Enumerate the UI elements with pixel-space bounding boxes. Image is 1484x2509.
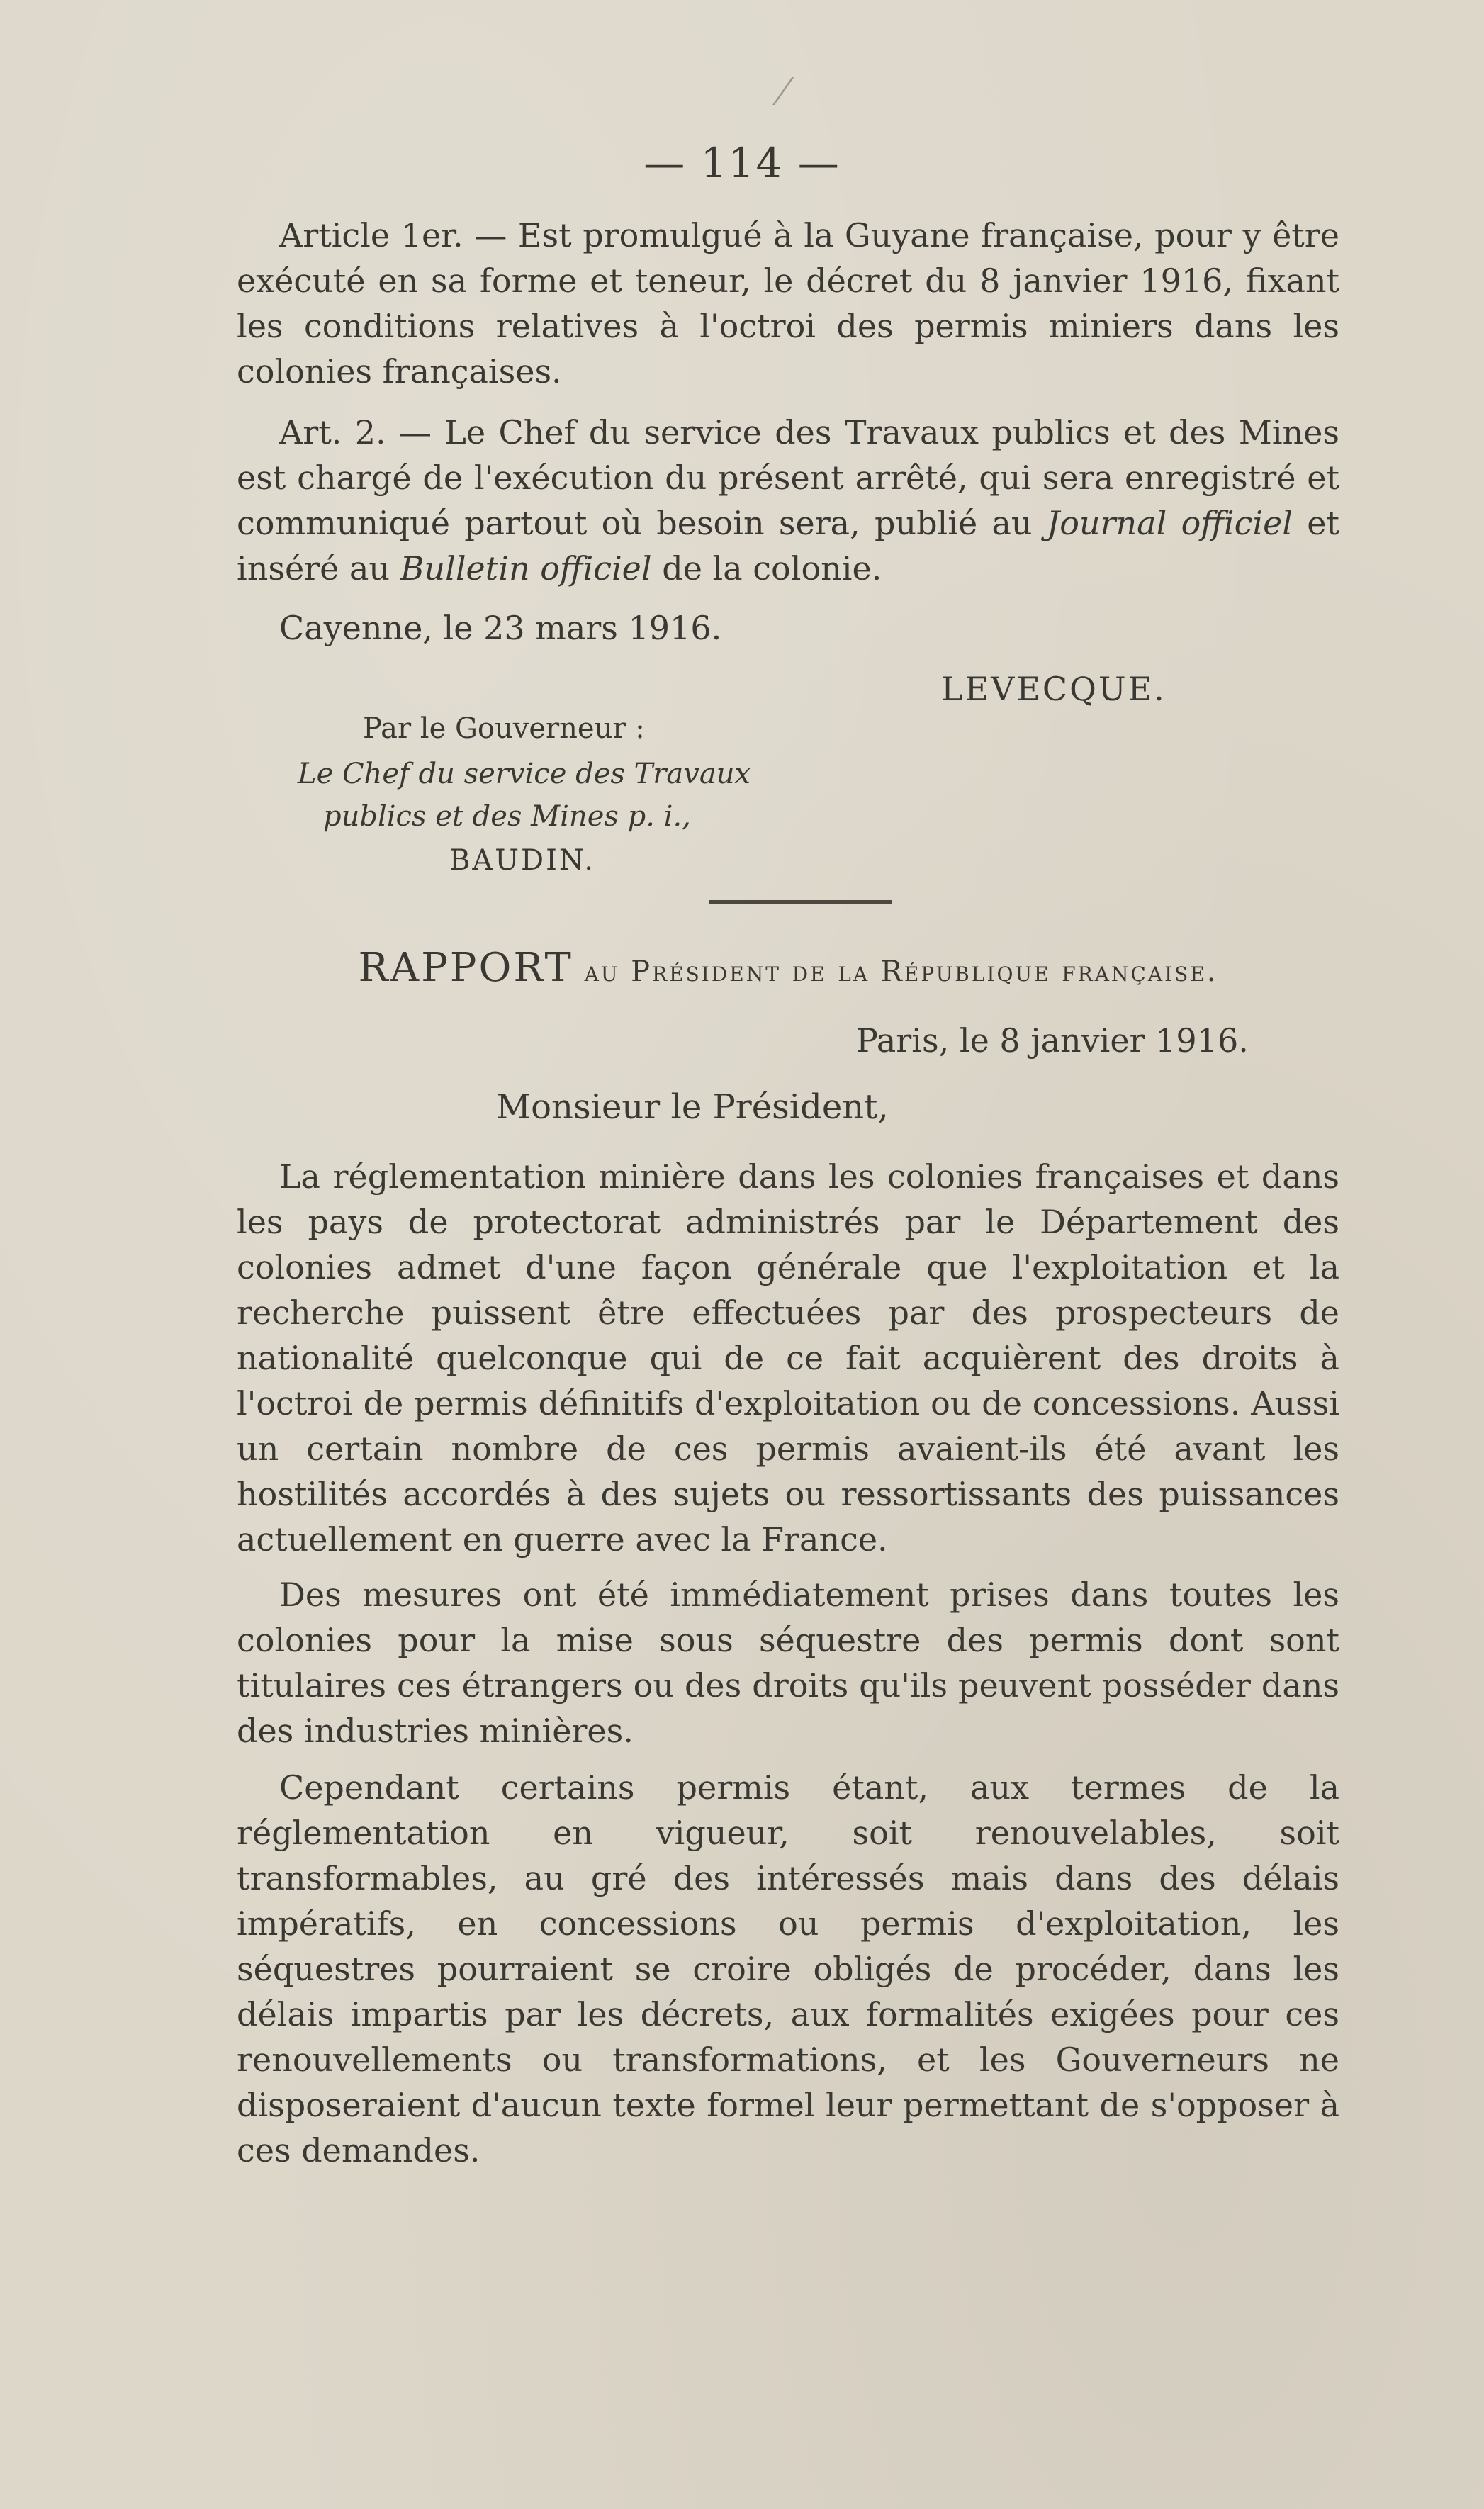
journal-officiel: Journal officiel [1046,504,1293,542]
report-date-line: Paris, le 8 janvier 1916. [856,1021,1249,1060]
article-2-text-b: et inséré au [237,504,1339,588]
article-2-text-a: — Le Chef du service des Travaux publics et des Mines est chargé de l'exécution du présent arrêté, qui sera enregistré et communiqué partout où besoin sera, publié au [237,413,1339,542]
article-2-lead: Art. 2. [279,413,386,451]
report-title-rest-2: de la [780,955,881,988]
report-paragraph-1: La réglementation minière dans les colonies françaises et dans les pays de protectorat administrés par le Département des colonies admet d'une façon générale que l'exploitation et la recherche puissent être effectuées par des prospecteurs de nationalité quelconque qui de ce fait acquièrent des droits à l'octroi de permis définitifs d'exploitation ou de concessions. Aussi un certain nombre de ces permis avaient-ils été avant les hostilités accordés à des sujets ou ressortissants des puissances actuellement en guerre avec la France. [237,1157,1339,1559]
decree-date-line: Cayenne, le 23 mars 1916. [279,609,722,647]
report-paragraph-3: Cependant certains permis étant, aux termes de la réglementation en vigueur, soit renouvelables, soit transformables, au gré des intéressés mais dans des délais impératifs, en concessions ou permis d'exploitation, les séquestres pourraient se croire obligés de procéder, dans les délais impartis par les décrets, aux formalités exigées pour ces renouvellements ou transformations, et les Gouverneurs ne disposeraient d'aucun texte formel leur permettant de s'opposer à ces demandes. [237,1768,1339,2170]
countersign-name: BAUDIN. [449,844,596,877]
countersign-role-line-1: Le Chef du service des Travaux [298,758,751,790]
report-title-president: Président [631,955,781,988]
countersign-label: Par le Gouverneur : [363,712,645,745]
section-divider [709,900,892,904]
report-title-rest-1: au [573,955,631,988]
article-2 [237,410,1339,591]
pencil-mark [754,77,794,105]
report-paragraph-2: Des mesures ont été immédiatement prises dans toutes les colonies pour la mise sous séquestre des permis dont sont titulaires ces étrangers ou des droits qu'ils peuvent posséder dans des industries minières. [237,1576,1339,1750]
report-title-republic: République française. [880,955,1218,988]
article-1 [237,213,1339,394]
article-1-lead: Article 1er. [279,216,463,254]
decree-signatory: LEVECQUE. [941,670,1167,708]
bulletin-officiel: Bulletin officiel [400,549,652,588]
article-1-text: — Est promulgué à la Guyane française, pour y être exécuté en sa forme et teneur, le décret du 8 janvier 1916, fixant les conditions relatives à l'octroi des permis miniers dans les colonies françaises. [237,216,1339,391]
report-title-word: RAPPORT [358,945,573,991]
countersign-role-line-2: publics et des Mines p. i., [323,800,691,833]
article-2-text-c: de la colonie. [651,549,882,588]
report-salutation: Monsieur le Président, [496,1087,889,1127]
report-title [237,945,1339,994]
page-number: — 114 — [643,139,841,187]
